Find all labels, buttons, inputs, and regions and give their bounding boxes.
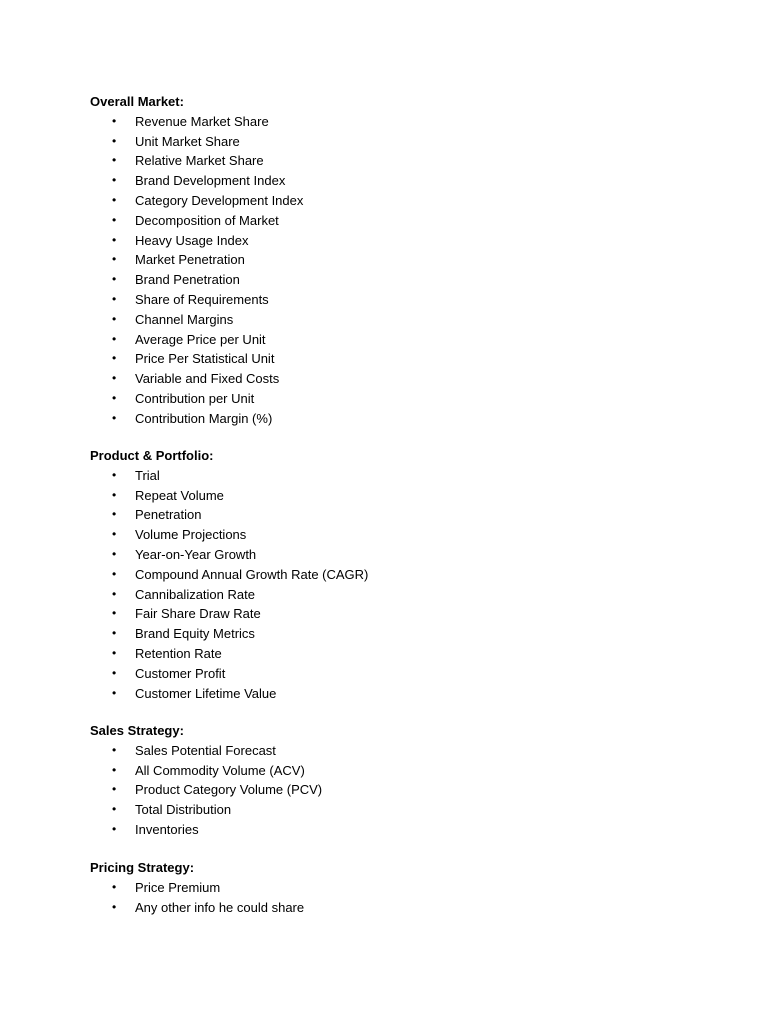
- bullet-list: [90, 466, 710, 704]
- list-item-text: Brand Penetration: [135, 272, 240, 288]
- list-item-text: Contribution Margin (%): [135, 410, 273, 426]
- list-item: [90, 780, 710, 800]
- list-item: [90, 761, 710, 781]
- list-item: [90, 112, 710, 132]
- bullet-icon: •: [112, 351, 117, 366]
- list-item-text: Penetration: [135, 507, 202, 523]
- list-item: [90, 270, 710, 290]
- list-item-text: Market Penetration: [135, 252, 245, 268]
- list-item: [90, 525, 710, 545]
- list-item: [90, 565, 710, 585]
- list-item: [90, 878, 710, 898]
- list-item: [90, 349, 710, 369]
- bullet-icon: •: [112, 762, 117, 777]
- list-item-text: Fair Share Draw Rate: [135, 606, 261, 622]
- bullet-icon: •: [112, 311, 117, 326]
- list-item: [90, 171, 710, 191]
- bullet-icon: •: [112, 272, 117, 287]
- bullet-icon: •: [112, 802, 117, 817]
- bullet-icon: •: [112, 467, 117, 482]
- bullet-list: [90, 112, 710, 429]
- section-heading: Sales Strategy:: [90, 723, 184, 738]
- list-item: [90, 409, 710, 429]
- bullet-icon: •: [112, 566, 117, 581]
- list-item: [90, 250, 710, 270]
- bullet-icon: •: [112, 487, 117, 502]
- list-item-text: Any other info he could share: [135, 899, 305, 915]
- list-item-text: Total Distribution: [135, 802, 232, 818]
- section-sales-strategy: [90, 721, 710, 840]
- section-heading: Pricing Strategy:: [90, 860, 195, 875]
- list-item-text: Relative Market Share: [135, 153, 264, 169]
- list-item-text: Heavy Usage Index: [135, 232, 249, 248]
- section-pricing-strategy: [90, 858, 710, 917]
- bullet-icon: •: [112, 645, 117, 660]
- list-item-text: Contribution per Unit: [135, 390, 255, 406]
- bullet-icon: •: [112, 232, 117, 247]
- list-item-text: Customer Profit: [135, 665, 226, 681]
- list-item: [90, 132, 710, 152]
- list-item-text: Trial: [135, 467, 160, 483]
- list-item-text: Volume Projections: [135, 527, 247, 543]
- bullet-icon: •: [112, 821, 117, 836]
- list-item-text: Product Category Volume (PCV): [135, 782, 323, 798]
- bullet-icon: •: [112, 291, 117, 306]
- list-item-text: Decomposition of Market: [135, 212, 279, 228]
- list-item-text: Inventories: [135, 821, 199, 837]
- list-item-text: Share of Requirements: [135, 291, 269, 307]
- list-item-text: Average Price per Unit: [135, 331, 266, 347]
- list-item: [90, 684, 710, 704]
- bullet-icon: •: [112, 665, 117, 680]
- list-item-text: Year-on-Year Growth: [135, 546, 257, 562]
- bullet-icon: •: [112, 390, 117, 405]
- bullet-icon: •: [112, 586, 117, 601]
- bullet-icon: •: [112, 192, 117, 207]
- bullet-icon: •: [112, 546, 117, 561]
- section-heading: Product & Portfolio:: [90, 448, 214, 463]
- list-item: [90, 330, 710, 350]
- bullet-list: [90, 878, 710, 918]
- bullet-icon: •: [112, 606, 117, 621]
- list-item-text: Cannibalization Rate: [135, 586, 255, 602]
- list-item: [90, 369, 710, 389]
- list-item-text: Brand Equity Metrics: [135, 626, 255, 642]
- bullet-list: [90, 741, 710, 840]
- list-item-text: All Commodity Volume (ACV): [135, 762, 305, 778]
- bullet-icon: •: [112, 899, 117, 914]
- list-item-text: Compound Annual Growth Rate (CAGR): [135, 566, 369, 582]
- bullet-icon: •: [112, 113, 117, 128]
- list-item: [90, 231, 710, 251]
- list-item: [90, 664, 710, 684]
- list-item: [90, 800, 710, 820]
- list-item-text: Unit Market Share: [135, 133, 240, 149]
- bullet-icon: •: [112, 685, 117, 700]
- list-item: [90, 151, 710, 171]
- list-item-text: Customer Lifetime Value: [135, 685, 277, 701]
- list-item-text: Repeat Volume: [135, 487, 224, 503]
- section-heading: Overall Market:: [90, 94, 184, 109]
- bullet-icon: •: [112, 782, 117, 797]
- list-item: [90, 585, 710, 605]
- list-item-text: Channel Margins: [135, 311, 234, 327]
- list-item-text: Sales Potential Forecast: [135, 742, 276, 758]
- bullet-icon: •: [112, 331, 117, 346]
- section-overall-market: [90, 92, 710, 429]
- bullet-icon: •: [112, 879, 117, 894]
- list-item-text: Category Development Index: [135, 192, 304, 208]
- list-item-text: Price Premium: [135, 879, 221, 895]
- bullet-icon: •: [112, 527, 117, 542]
- list-item: [90, 290, 710, 310]
- list-item: [90, 486, 710, 506]
- list-item: [90, 604, 710, 624]
- list-item: [90, 466, 710, 486]
- bullet-icon: •: [112, 507, 117, 522]
- list-item: [90, 898, 710, 918]
- list-item: [90, 505, 710, 525]
- list-item-text: Variable and Fixed Costs: [135, 371, 280, 387]
- list-item: [90, 545, 710, 565]
- bullet-icon: •: [112, 252, 117, 267]
- list-item-text: Retention Rate: [135, 645, 222, 661]
- bullet-icon: •: [112, 133, 117, 148]
- bullet-icon: •: [112, 153, 117, 168]
- list-item-text: Price Per Statistical Unit: [135, 351, 275, 367]
- list-item-text: Revenue Market Share: [135, 113, 269, 129]
- section-product-portfolio: [90, 446, 710, 703]
- bullet-icon: •: [112, 173, 117, 188]
- list-item: [90, 820, 710, 840]
- bullet-icon: •: [112, 626, 117, 641]
- list-item: [90, 644, 710, 664]
- list-item-text: Brand Development Index: [135, 173, 286, 189]
- bullet-icon: •: [112, 212, 117, 227]
- list-item: [90, 389, 710, 409]
- bullet-icon: •: [112, 742, 117, 757]
- list-item: [90, 310, 710, 330]
- bullet-icon: •: [112, 410, 117, 425]
- bullet-icon: •: [112, 371, 117, 386]
- list-item: [90, 624, 710, 644]
- list-item: [90, 741, 710, 761]
- list-item: [90, 191, 710, 211]
- list-item: [90, 211, 710, 231]
